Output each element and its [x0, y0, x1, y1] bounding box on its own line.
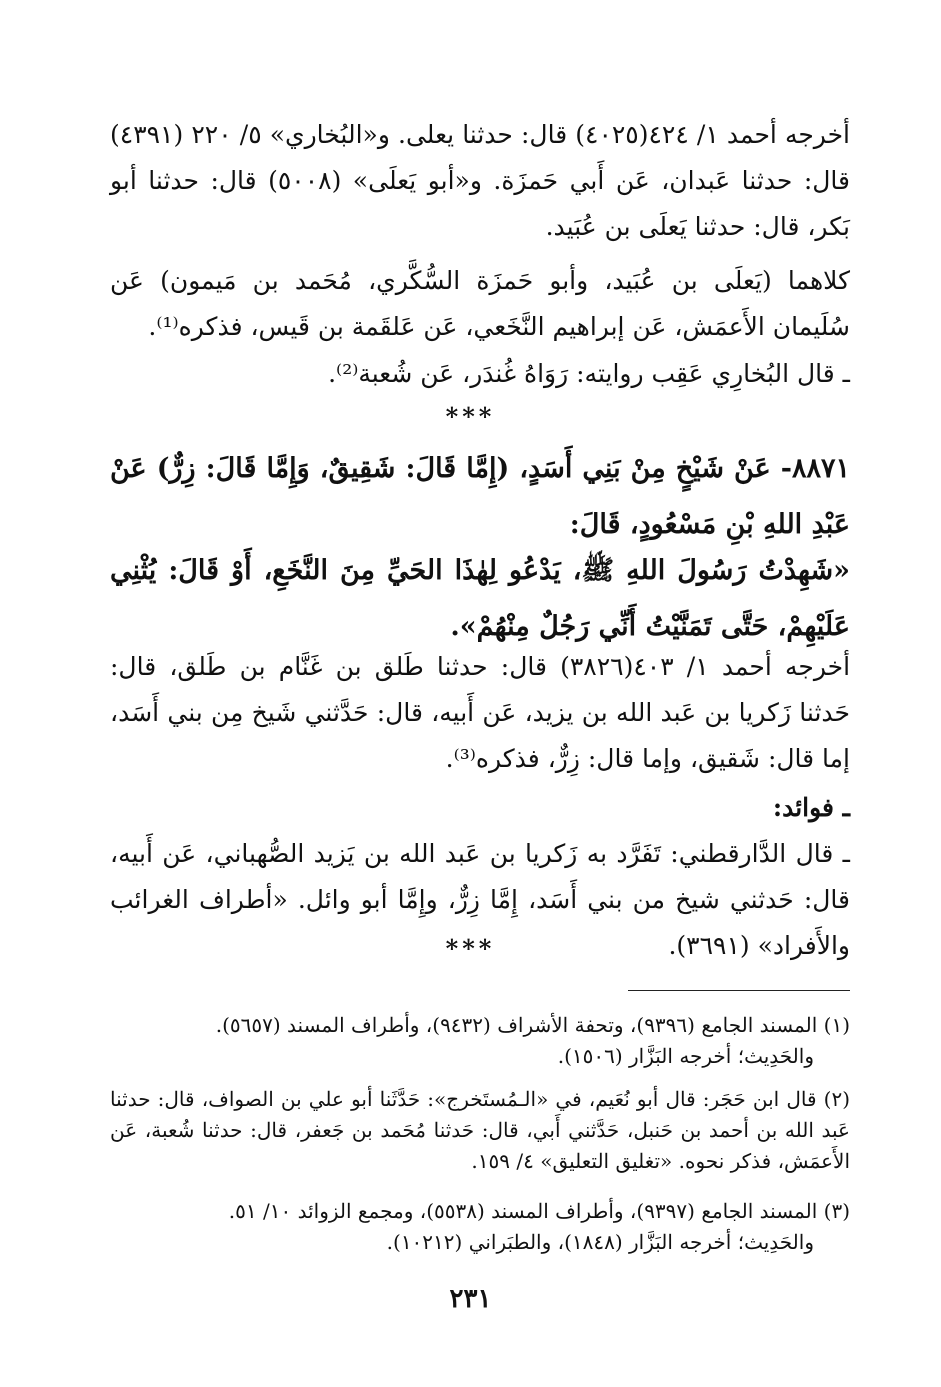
footnote-1-line-1: (١) المسند الجامع (٩٣٩٦)، وتحفة الأشراف (٩٤٣٢)، وأطراف المسند (٥٦٥٧).: [215, 1013, 850, 1037]
footnote-1: [110, 1010, 850, 1072]
takhrij-paragraph-2: كلاهما (يَعلَى بن عُبَيد، وأبو حَمزَة السُّكَّري، مُحَمد بن مَيمون) عَن سُلَيمان الأَعمَش، عَن إبراهيم النَّخَعي، عَن عَلقَمة بن قَيس، فذكره⁽¹⁾.: [110, 266, 850, 341]
bukhari-note-paragraph: ـ قال البُخارِي عَقِب روايته: رَوَاهُ غُندَر، عَن شُعبة⁽²⁾.: [328, 359, 850, 388]
footnote-3-line-1: (٣) المسند الجامع (٩٣٩٧)، وأطراف المسند (٥٥٣٨)، ومجمع الزوائد ١٠/ ٥١.: [228, 1199, 850, 1223]
section-separator-stars: ***: [445, 934, 496, 963]
footnote-3-line-2: والحَدِيث؛ أخرجه البَزَّار (١٨٤٨)، والطبَراني (١٠٢١٢).: [386, 1230, 814, 1254]
hadith-8871-matn: «شَهِدْتُ رَسُولَ اللهِ ﷺ، يَدْعُو لِهٰذَا الحَيِّ مِنَ النَّخَعِ، أَوْ قَالَ: يُثْنِي عَلَيْهِمْ، حَتَّى تَمَنَّيْتُ أَنِّي رَجُلٌ مِنْهُمْ».: [110, 555, 850, 642]
fawaid-heading: ـ فوائد:: [772, 793, 850, 822]
footnote-1-line-2: والحَدِيث؛ أخرجه البَزَّار (١٥٠٦).: [557, 1044, 814, 1068]
section-separator-stars: ***: [445, 402, 496, 431]
daraqutni-note-paragraph: ـ قال الدَّارقطني: تَفَرَّد به زَكريا بن عَبد الله بن يَزيد الصُّهباني، عَن أَبيه، قال: حَدثني شيخ من بني أَسَد، إِمَّا زِرٌّ، وإِمَّا أبو وائل. «أطراف الغرائب والأَفراد» (٣٦٩١).: [110, 839, 850, 960]
takhrij-paragraph-3: أخرجه أحمد ١/ ٤٠٣(٣٨٢٦) قال: حدثنا طَلق بن غَنَّام بن طَلق، قال: حَدثنا زَكريا بن عَبد الله بن يزيد، عَن أَبيه، قال: حَدَّثني شَيخ مِن بني أَسَد، إما قال: شَقيق، وإما قال: زِرٌّ، فذكره⁽³⁾.: [110, 652, 851, 773]
hadith-8871-isnad: ٨٨٧١- عَنْ شَيْخٍ مِنْ بَنِي أَسَدٍ، (إِمَّا قَالَ: شَقِيقٌ، وَإِمَّا قَالَ: زِرٌّ) عَنْ عَبْدِ اللهِ بْنِ مَسْعُودٍ، قَالَ:: [110, 453, 850, 540]
page-number: ٢٣١: [449, 1284, 492, 1314]
footnote-2: (٢) قال ابن حَجَر: قال أبو نُعَيم، في «الـمُستَخرج»: حَدَّثَنا أبو علي بن الصواف، قال: حدثنا عَبد الله بن أحمد بن حَنبل، حَدَّثني أَبي، قال: حَدثنا مُحَمد بن جَعفر، قال: حدثنا شُعبة، عَن الأَعمَش، فذكر نحوه. «تغليق التعليق» ٤/ ١٥٩.: [110, 1087, 850, 1173]
takhrij-paragraph-1: أخرجه أحمد ١/ ٤٢٤(٤٠٢٥) قال: حدثنا يعلى. و«البُخاري» ٥/ ٢٢٠ (٤٣٩١) قال: حدثنا عَبدان، عَن أَبي حَمزَة. و«أبو يَعلَى» (٥٠٠٨) قال: حدثنا أبو بَكر، قال: حدثنا يَعلَى بن عُبَيد.: [110, 120, 851, 241]
footnote-divider: [628, 990, 850, 991]
footnote-3: [110, 1196, 850, 1258]
